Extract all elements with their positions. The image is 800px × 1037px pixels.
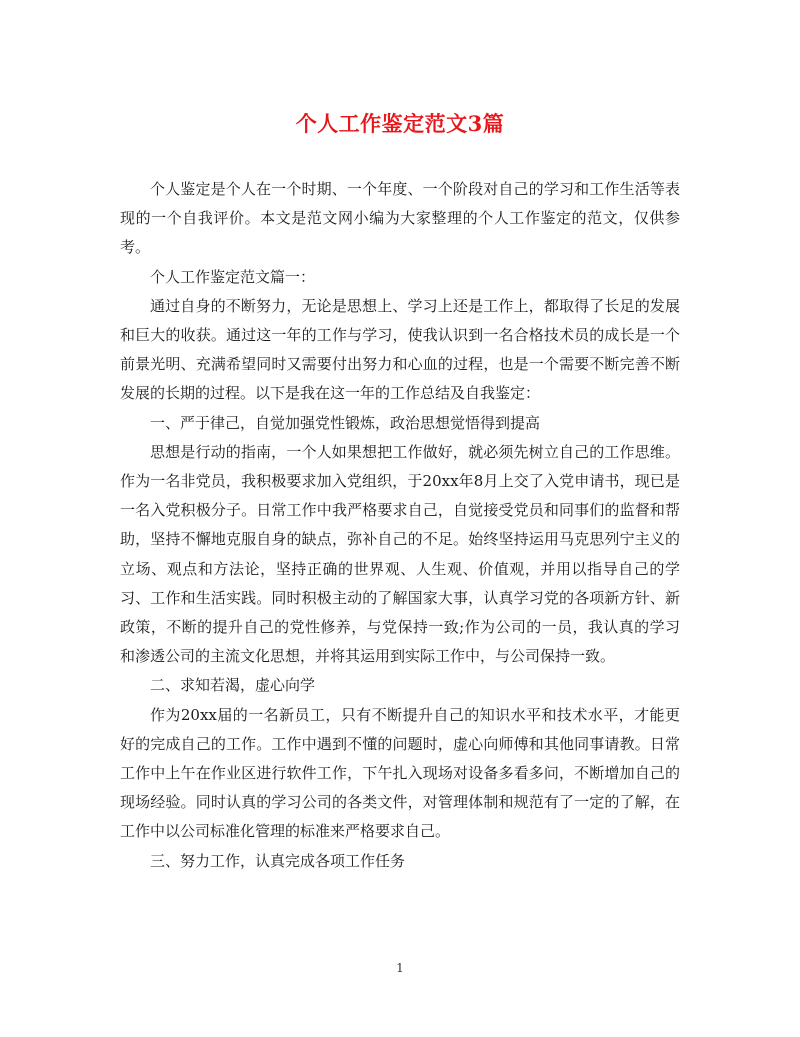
- page-title: 个人工作鉴定范文3篇: [295, 111, 505, 136]
- paragraph-overview: 通过自身的不断努力，无论是思想上、学习上还是工作上，都取得了长足的发展和巨大的收获。通过这一年的工作与学习，使我认识到一名合格技术员的成长是一个前景光明、充满希望同时又需要付出努力和心血的过程，也是一个需要不断完善不断发展的长期的过程。以下是我在这一年的工作总结及自我鉴定：: [120, 296, 680, 403]
- page-number: 1: [396, 961, 404, 975]
- section-heading-learning: 二、求知若渴，虚心向学: [150, 676, 316, 695]
- section-heading-discipline: 一、严于律己，自觉加强党性锻炼，政治思想觉悟得到提高: [150, 413, 541, 432]
- paragraph-discipline: 思想是行动的指南，一个人如果想把工作做好，就必须先树立自己的工作思维。作为一名非党员，我积极要求加入党组织，于20xx年8月上交了入党申请书，现已是一名入党积极分子。日常工作中我严格要求自己，自觉接受党员和同事们的监督和帮助，坚持不懈地克服自身的缺点，弥补自己的不足。始终坚持运用马克思列宁主义的立场、观点和方法论，坚持正确的世界观、人生观、价值观，并用以指导自己的学习、工作和生活实践。同时积极主动的了解国家大事，认真学习党的各项新方针、新政策，不断的提升自己的党性修养，与党保持一致;作为公司的一员，我认真的学习和渗透公司的主流文化思想，并将其运用到实际工作中，与公司保持一致。: [120, 442, 680, 666]
- paragraph-learning: 作为20xx届的一名新员工，只有不断提升自己的知识水平和技术水平，才能更好的完成自己的工作。工作中遇到不懂的问题时，虚心向师傅和其他同事请教。日常工作中上午在作业区进行软件工作，下午扎入现场对设备多看多问，不断增加自己的现场经验。同时认真的学习公司的各类文件，对管理体制和规范有了一定的了解，在工作中以公司标准化管理的标准来严格要求自己。: [120, 705, 680, 841]
- paragraph-intro: 个人鉴定是个人在一个时期、一个年度、一个阶段对自己的学习和工作生活等表现的一个自我评价。本文是范文网小编为大家整理的个人工作鉴定的范文，仅供参考。: [120, 180, 680, 257]
- document-body: [120, 175, 680, 876]
- section-heading-part-one: 个人工作鉴定范文篇一：: [150, 267, 316, 286]
- section-heading-work: 三、努力工作，认真完成各项工作任务: [150, 851, 406, 870]
